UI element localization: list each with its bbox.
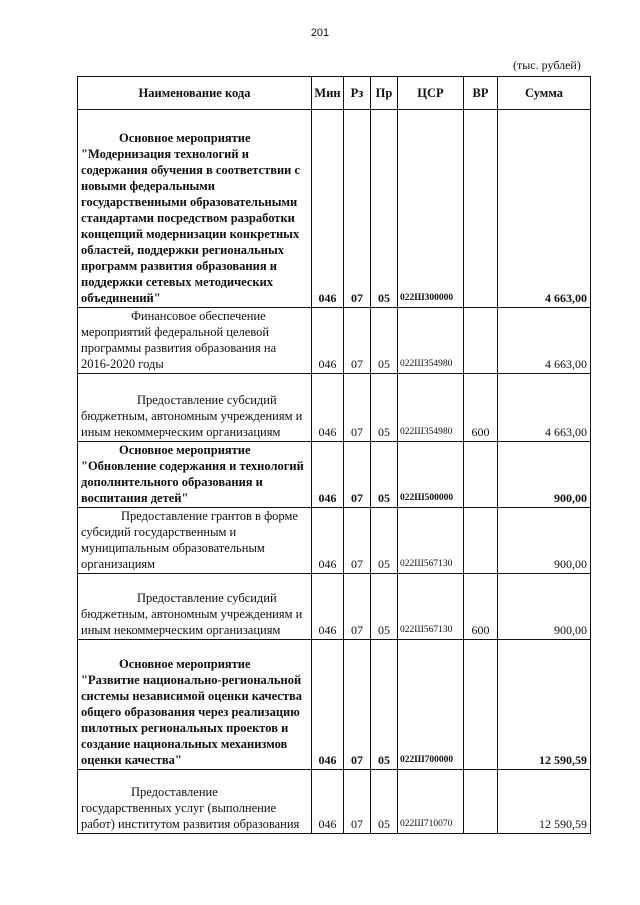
header-min: Мин	[312, 77, 344, 110]
row-sum: 4 663,00	[498, 374, 591, 442]
row-vr: 600	[464, 374, 498, 442]
row-name	[78, 640, 312, 770]
table-row	[78, 640, 591, 770]
row-sum: 12 590,59	[498, 640, 591, 770]
row-vr: 600	[464, 574, 498, 640]
table-header-row	[78, 77, 591, 110]
budget-table	[77, 76, 591, 834]
header-name: Наименование кода	[78, 77, 312, 110]
row-name-first: Предоставление	[131, 785, 218, 799]
row-vr	[464, 770, 498, 834]
row-sum: 4 663,00	[498, 308, 591, 374]
page-number: 201	[310, 27, 330, 39]
row-name-rest: мероприятий федеральной целевой программы развития образования на 2016-2020 годы	[81, 325, 277, 371]
row-name	[78, 574, 312, 640]
row-vr	[464, 442, 498, 508]
row-vr	[464, 640, 498, 770]
row-name-first: Финансовое обеспечение	[131, 309, 266, 323]
row-csr: 022Ш710070	[398, 770, 464, 834]
table-row	[78, 308, 591, 374]
header-pr: Пр	[371, 77, 398, 110]
row-csr: 022Ш567130	[398, 508, 464, 574]
row-min: 046	[312, 374, 344, 442]
row-min: 046	[312, 770, 344, 834]
row-sum: 900,00	[498, 574, 591, 640]
row-sum: 4 663,00	[498, 110, 591, 308]
row-csr: 022Ш500000	[398, 442, 464, 508]
row-min: 046	[312, 442, 344, 508]
row-name-first: Основное мероприятие	[119, 131, 251, 145]
row-pr: 05	[371, 308, 398, 374]
row-sum: 12 590,59	[498, 770, 591, 834]
row-pr: 05	[371, 374, 398, 442]
row-name-rest: субсидий государственным и муниципальным образовательным организациям	[81, 525, 265, 571]
row-name	[78, 374, 312, 442]
row-pr: 05	[371, 574, 398, 640]
row-pr: 05	[371, 508, 398, 574]
row-pr: 05	[371, 442, 398, 508]
header-sum: Сумма	[498, 77, 591, 110]
row-name-first: Предоставление субсидий	[137, 393, 277, 407]
row-name-first: Предоставление грантов в форме	[121, 509, 298, 523]
table-row	[78, 374, 591, 442]
row-name	[78, 110, 312, 308]
row-name	[78, 770, 312, 834]
table-row	[78, 508, 591, 574]
row-pr: 05	[371, 640, 398, 770]
row-pr: 05	[371, 110, 398, 308]
row-name-rest: "Развитие национально-региональной системы независимой оценки качества общего образования через реализацию пилотных региональных проектов и создание национальных механизмов оценки качества"	[81, 673, 302, 767]
row-rz: 07	[344, 308, 371, 374]
row-name	[78, 508, 312, 574]
row-rz: 07	[344, 110, 371, 308]
row-sum: 900,00	[498, 442, 591, 508]
row-vr	[464, 110, 498, 308]
row-rz: 07	[344, 640, 371, 770]
row-min: 046	[312, 574, 344, 640]
row-name-rest: бюджетным, автономным учреждениям и иным некоммерческим организациям	[81, 607, 303, 637]
row-name-rest: "Обновление содержания и технологий дополнительного образования и воспитания детей"	[81, 459, 304, 505]
row-vr	[464, 308, 498, 374]
table-row	[78, 770, 591, 834]
row-rz: 07	[344, 442, 371, 508]
row-name	[78, 442, 312, 508]
row-name-first: Предоставление субсидий	[137, 591, 277, 605]
row-pr: 05	[371, 770, 398, 834]
units-label: (тыс. рублей)	[513, 58, 581, 72]
row-name-rest: "Модернизация технологий и содержания обучения в соответствии с новыми федеральными государственными образовательными стандартами посредством разработки концепций модернизации конкретных областей, поддержки региональных программ развития образования и поддержки сетевых методических объединений"	[81, 147, 301, 305]
row-min: 046	[312, 110, 344, 308]
row-csr: 022Ш567130	[398, 574, 464, 640]
row-csr: 022Ш700000	[398, 640, 464, 770]
row-rz: 07	[344, 374, 371, 442]
row-name-rest: государственных услуг (выполнение работ) институтом развития образования	[81, 801, 300, 831]
header-vr: ВР	[464, 77, 498, 110]
row-min: 046	[312, 308, 344, 374]
row-rz: 07	[344, 508, 371, 574]
row-csr: 022Ш300000	[398, 110, 464, 308]
row-rz: 07	[344, 574, 371, 640]
row-rz: 07	[344, 770, 371, 834]
header-rz: Рз	[344, 77, 371, 110]
row-name-first: Основное мероприятие	[119, 443, 251, 457]
row-csr: 022Ш354980	[398, 308, 464, 374]
table-row	[78, 110, 591, 308]
row-vr	[464, 508, 498, 574]
row-name	[78, 308, 312, 374]
row-csr: 022Ш354980	[398, 374, 464, 442]
row-name-first: Основное мероприятие	[119, 657, 251, 671]
row-min: 046	[312, 640, 344, 770]
table-row	[78, 442, 591, 508]
row-name-rest: бюджетным, автономным учреждениям и иным некоммерческим организациям	[81, 409, 303, 439]
row-min: 046	[312, 508, 344, 574]
header-csr: ЦСР	[398, 77, 464, 110]
table-row	[78, 574, 591, 640]
row-sum: 900,00	[498, 508, 591, 574]
